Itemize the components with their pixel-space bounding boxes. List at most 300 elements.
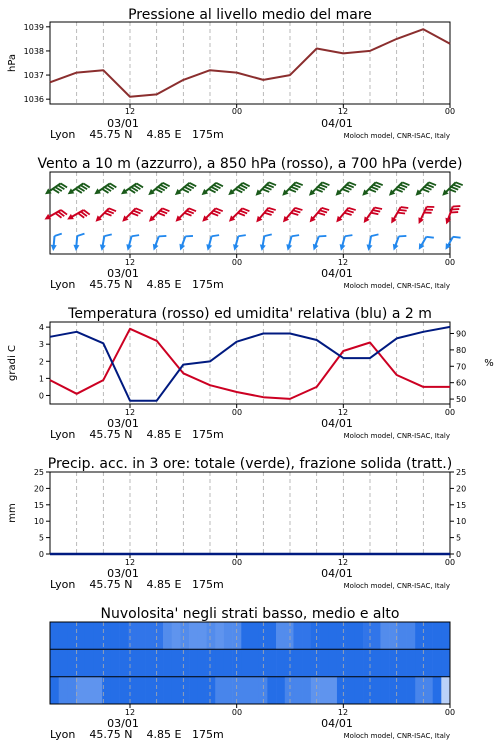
wind-barb [440, 178, 463, 201]
y-tick-label: 1 [38, 374, 44, 384]
pressure-yticks [24, 23, 50, 104]
time-tick-12a: 12 [124, 408, 136, 417]
wind-barb [391, 233, 407, 253]
time-tick-00b: 00 [444, 558, 456, 567]
y2-tick-label: 5 [456, 533, 462, 543]
cloud-cell [93, 677, 102, 704]
barb-arrowhead [125, 244, 132, 251]
wind-barbs [43, 178, 463, 253]
cloud-cell [163, 649, 172, 676]
barb-feather [132, 233, 140, 238]
cloud-panel [50, 606, 455, 741]
location-label: Lyon 45.75 N 4.85 E 175m [50, 428, 224, 441]
wind-barb [253, 178, 276, 201]
cloud-cell [224, 622, 233, 649]
cloud-time-axis [50, 708, 455, 741]
temp-grid [77, 322, 450, 408]
credit-label: Moloch model, CNR-ISAC, Italy [343, 132, 450, 140]
cloud-cell [180, 622, 189, 649]
cloud-cell [337, 649, 346, 676]
barb-feather [292, 233, 300, 238]
cloud-cell [380, 677, 389, 704]
cloud-cell [111, 649, 120, 676]
cloud-cell [215, 677, 224, 704]
barb-feather [345, 233, 353, 238]
cloud-cell [424, 649, 433, 676]
cloud-cell [189, 649, 198, 676]
cloud-cell [267, 677, 276, 704]
cloud-cell [250, 649, 259, 676]
cloud-cell [198, 677, 207, 704]
cloud-cell [198, 622, 207, 649]
y2-tick-label: 20 [456, 484, 467, 494]
time-tick-00a: 00 [231, 408, 243, 417]
y-tick-label: 1039 [23, 22, 44, 32]
barb-arrowhead [151, 244, 159, 252]
cloud-cell [346, 622, 355, 649]
cloud-cell [293, 677, 302, 704]
cloud-cell [215, 649, 224, 676]
y2-tick-label: 60 [456, 378, 467, 388]
wind-barb [205, 233, 219, 253]
wind-barb [334, 204, 356, 227]
cloud-cell [407, 622, 416, 649]
barb-feather [77, 233, 84, 237]
barb-arrowhead [66, 214, 74, 222]
pressure-line [50, 29, 450, 97]
wind-barb [120, 204, 143, 227]
cloud-cell [372, 622, 381, 649]
temp-ylabel: gradi C [7, 345, 18, 381]
cloud-cell [267, 622, 276, 649]
wind-title: Vento a 10 m (azzurro), a 850 hPa (rosso), a 700 hPa (verde) [37, 156, 463, 172]
wind-barb [231, 233, 245, 253]
time-tick-00b: 00 [444, 258, 456, 267]
wind-barb [361, 203, 382, 227]
wind-barb [147, 204, 170, 227]
cloud-cell [372, 677, 381, 704]
cloud-cell [293, 622, 302, 649]
temperature-line [50, 329, 450, 399]
cloud-cell [189, 677, 198, 704]
y-tick-label: 1038 [23, 46, 44, 56]
pressure-title: Pressione al livello medio del mare [128, 7, 372, 23]
barb-feather [159, 234, 167, 239]
cloud-cell [285, 649, 294, 676]
cloud-cell [293, 649, 302, 676]
barb-arrowhead [177, 244, 185, 252]
cloud-cell [424, 677, 433, 704]
cloud-cell [276, 677, 285, 704]
cloud-cell [363, 622, 372, 649]
time-tick-00b: 00 [444, 408, 456, 417]
y-tick-label: 4 [38, 323, 44, 333]
cloud-cell [354, 649, 363, 676]
location-label: Lyon 45.75 N 4.85 E 175m [50, 278, 224, 291]
y2-tick-label: 10 [456, 517, 467, 527]
location-label: Lyon 45.75 N 4.85 E 175m [50, 728, 224, 741]
wind-barb [280, 178, 303, 201]
cloud-cell [137, 649, 146, 676]
credit-label: Moloch model, CNR-ISAC, Italy [343, 732, 450, 740]
cloud-cell [320, 649, 329, 676]
cloud-cells [50, 622, 450, 704]
barb-feather [264, 233, 271, 237]
wind-barb [333, 178, 356, 201]
cloud-cell [215, 622, 224, 649]
wind-barb [93, 179, 117, 200]
wind-barb [311, 233, 327, 253]
cloud-cell [207, 622, 216, 649]
cloud-cell [137, 677, 146, 704]
wind-barb [66, 206, 90, 226]
location-label: Lyon 45.75 N 4.85 E 175m [50, 578, 224, 591]
barb-arrowhead [365, 244, 372, 251]
y-tick-label: 15 [33, 500, 44, 510]
cloud-cell [346, 649, 355, 676]
time-tick-12b: 12 [337, 558, 349, 567]
humidity-line [50, 327, 450, 401]
barb-arrowhead [73, 245, 80, 252]
cloud-cell [120, 649, 129, 676]
wind-barb [389, 203, 409, 227]
wind-barb [43, 179, 67, 200]
wind-barb [50, 233, 62, 252]
cloud-cell [224, 649, 233, 676]
cloud-cell [433, 677, 442, 704]
cloud-cell [189, 622, 198, 649]
y2-tick-label: 80 [456, 345, 467, 355]
time-tick-12a: 12 [124, 558, 136, 567]
pressure-time-axis [50, 107, 455, 141]
cloud-cell [198, 649, 207, 676]
y2-tick-label: 90 [456, 329, 467, 339]
cloud-cell [233, 622, 242, 649]
cloud-cell [146, 622, 155, 649]
cloud-cell [50, 677, 59, 704]
temp-yticks [39, 323, 50, 400]
y-tick-label: 0 [38, 391, 44, 401]
cloud-cell [50, 622, 59, 649]
y-tick-label: 20 [33, 484, 44, 494]
time-tick-00b: 00 [444, 708, 456, 717]
barb-feather [426, 234, 434, 240]
cloud-cell [407, 677, 416, 704]
wind-barb [173, 204, 196, 227]
cloud-cell [111, 677, 120, 704]
cloud-cell [93, 622, 102, 649]
barb-feather [453, 204, 461, 209]
wind-barb [173, 179, 196, 201]
cloud-cell [224, 677, 233, 704]
cloud-cell [180, 677, 189, 704]
barb-arrowhead [285, 244, 292, 251]
time-tick-12a: 12 [124, 107, 136, 116]
wind-barb [285, 233, 299, 253]
wind-barb [281, 204, 303, 227]
cloud-cell [311, 677, 320, 704]
wind-barb [227, 204, 250, 227]
cloud-cell [111, 622, 120, 649]
wind-barb [365, 233, 378, 252]
barb-arrowhead [231, 244, 238, 251]
time-tick-00a: 00 [231, 258, 243, 267]
y-tick-label: 5 [38, 533, 44, 543]
location-label: Lyon 45.75 N 4.85 E 175m [50, 128, 224, 141]
barb-feather [319, 234, 327, 239]
cloud-cell [380, 649, 389, 676]
date-label-1: 03/01 [107, 567, 139, 580]
cloud-cell [67, 677, 76, 704]
cloud-cell [285, 622, 294, 649]
cloud-cell [163, 622, 172, 649]
precip-frame [50, 472, 450, 554]
cloud-cell [276, 649, 285, 676]
barb-feather [238, 233, 246, 238]
wind-barb [387, 178, 410, 201]
cloud-cell [50, 649, 59, 676]
cloud-cell [120, 677, 129, 704]
time-tick-00a: 00 [231, 107, 243, 116]
wind-barb [254, 204, 276, 227]
cloud-cell [302, 622, 311, 649]
cloud-cell [241, 622, 250, 649]
wind-barb [93, 204, 116, 227]
wind-barb [66, 179, 90, 200]
cloud-cell [59, 677, 68, 704]
time-tick-12b: 12 [337, 258, 349, 267]
precip-yticks [34, 468, 466, 559]
cloud-cell [163, 677, 172, 704]
barb-feather [399, 234, 407, 239]
precip-ylabel: mm [7, 503, 18, 523]
cloud-cell [154, 622, 163, 649]
cloud-title: Nuvolosita' negli strati basso, medio e alto [100, 606, 400, 622]
pressure-grid [77, 22, 450, 108]
pressure-ylabel: hPa [7, 53, 18, 73]
barb-feather [212, 233, 220, 238]
pressure-frame [50, 22, 450, 104]
time-tick-00a: 00 [231, 558, 243, 567]
wind-barb [146, 179, 169, 201]
y2-tick-label: 70 [456, 362, 467, 372]
cloud-cell [250, 622, 259, 649]
cloud-cell [320, 677, 329, 704]
cloud-cell [328, 677, 337, 704]
wind-panel [37, 156, 462, 291]
wind-barb [177, 233, 193, 253]
humidity-ylabel: % [484, 358, 494, 369]
wind-barb [416, 203, 434, 227]
y2-tick-label: 50 [456, 395, 467, 405]
wind-barb [226, 179, 249, 201]
temp-frame [50, 322, 450, 404]
barb-feather [453, 234, 461, 240]
precip-panel [7, 456, 466, 591]
time-tick-12a: 12 [124, 708, 136, 717]
cloud-cell [241, 649, 250, 676]
cloud-cell [146, 677, 155, 704]
cloud-cell [233, 677, 242, 704]
cloud-cell [354, 622, 363, 649]
time-tick-12b: 12 [337, 107, 349, 116]
wind-barb [259, 233, 272, 252]
barb-arrowhead [311, 244, 319, 252]
pressure-series [50, 29, 450, 97]
cloud-cell [207, 649, 216, 676]
wind-barb [413, 178, 436, 201]
cloud-cell [85, 677, 94, 704]
wind-barb [200, 204, 223, 227]
time-tick-12b: 12 [337, 408, 349, 417]
y-tick-label: 2 [38, 357, 44, 367]
precip-title: Precip. acc. in 3 ore: totale (verde), frazione solida (tratt.) [47, 456, 453, 472]
date-label-2: 04/01 [321, 117, 353, 130]
date-label-2: 04/01 [321, 267, 353, 280]
wind-barb [99, 233, 112, 252]
cloud-cell [172, 622, 181, 649]
date-label-1: 03/01 [107, 417, 139, 430]
cloud-cell [363, 649, 372, 676]
cloud-cell [172, 649, 181, 676]
cloud-cell [276, 622, 285, 649]
wind-barb [443, 203, 460, 227]
date-label-1: 03/01 [107, 267, 139, 280]
wind-barb [360, 178, 383, 201]
cloud-cell [85, 622, 94, 649]
barb-feather [55, 233, 62, 237]
barb-feather [371, 233, 378, 237]
cloud-cell [433, 622, 442, 649]
temp-panel [7, 306, 494, 441]
y-tick-label: 1036 [23, 95, 44, 105]
wind-time-axis [50, 258, 455, 291]
cloud-cell [398, 649, 407, 676]
wind-barb [416, 233, 434, 254]
cloud-cell [372, 649, 381, 676]
cloud-cell [441, 622, 450, 649]
time-tick-12a: 12 [124, 258, 136, 267]
cloud-cell [354, 677, 363, 704]
cloud-cell [441, 649, 450, 676]
cloud-cell [415, 622, 424, 649]
cloud-cell [302, 649, 311, 676]
barb-feather [185, 234, 193, 239]
wind-barb [73, 233, 85, 252]
cloud-cell [76, 677, 85, 704]
barb-arrowhead [259, 244, 266, 251]
barb-feather [104, 233, 111, 237]
cloud-cell [328, 649, 337, 676]
cloud-cell [93, 649, 102, 676]
cloud-cell [137, 622, 146, 649]
cloud-cell [59, 622, 68, 649]
date-label-1: 03/01 [107, 117, 139, 130]
time-tick-12b: 12 [337, 708, 349, 717]
cloud-cell [154, 677, 163, 704]
y2-tick-label: 25 [456, 468, 467, 477]
barb-arrowhead [50, 245, 57, 252]
cloud-cell [363, 677, 372, 704]
date-label-2: 04/01 [321, 717, 353, 730]
time-tick-00b: 00 [444, 107, 456, 116]
pressure-panel [7, 7, 455, 141]
cloud-cell [67, 649, 76, 676]
temp-time-axis [50, 408, 455, 441]
cloud-cell [311, 649, 320, 676]
y-tick-label: 0 [38, 550, 44, 559]
barb-arrowhead [389, 217, 397, 225]
y-tick-label: 10 [33, 517, 44, 527]
date-label-2: 04/01 [321, 417, 353, 430]
wind-barb [151, 233, 167, 253]
cloud-cell [302, 677, 311, 704]
y2-tick-label: 15 [456, 500, 467, 510]
cloud-cell [415, 649, 424, 676]
cloud-cell [337, 677, 346, 704]
credit-label: Moloch model, CNR-ISAC, Italy [343, 432, 450, 440]
credit-label: Moloch model, CNR-ISAC, Italy [343, 282, 450, 290]
y-tick-label: 1037 [23, 71, 44, 81]
cloud-cell [441, 677, 450, 704]
cloud-cell [207, 677, 216, 704]
precip-grid [77, 472, 450, 558]
cloud-cell [415, 677, 424, 704]
wind-barb [307, 204, 329, 227]
cloud-cell [76, 649, 85, 676]
temp-humidity-series [50, 327, 450, 401]
humidity-yticks [450, 329, 466, 404]
cloud-cell [424, 622, 433, 649]
wind-barb [200, 179, 223, 201]
cloud-cell [172, 677, 181, 704]
wind-barb [338, 233, 352, 253]
temp-title: Temperatura (rosso) ed umidita' relativa (blu) a 2 m [68, 306, 432, 322]
cloud-cell [120, 622, 129, 649]
cloud-cell [407, 649, 416, 676]
cloud-cell [85, 649, 94, 676]
wind-barb [125, 233, 139, 253]
cloud-cell [433, 649, 442, 676]
cloud-cell [320, 622, 329, 649]
barb-arrowhead [338, 244, 345, 251]
barb-arrowhead [99, 244, 106, 251]
date-label-1: 03/01 [107, 717, 139, 730]
cloud-cell [398, 677, 407, 704]
precip-time-axis [50, 558, 455, 591]
cloud-cell [241, 677, 250, 704]
cloud-cell [267, 649, 276, 676]
barb-arrowhead [391, 244, 399, 252]
barb-arrowhead [205, 244, 212, 251]
cloud-cell [154, 649, 163, 676]
y-tick-label: 25 [33, 468, 44, 477]
credit-label: Moloch model, CNR-ISAC, Italy [343, 582, 450, 590]
cloud-cell [76, 622, 85, 649]
y-tick-label: 3 [38, 340, 44, 350]
cloud-cell [59, 649, 68, 676]
cloud-cell [328, 622, 337, 649]
cloud-cell [250, 677, 259, 704]
cloud-cell [380, 622, 389, 649]
cloud-cell [233, 649, 242, 676]
cloud-cell [146, 649, 155, 676]
wind-barb [119, 179, 143, 200]
time-tick-00a: 00 [231, 708, 243, 717]
cloud-cell [398, 622, 407, 649]
y2-tick-label: 0 [456, 550, 462, 559]
cloud-cell [285, 677, 294, 704]
